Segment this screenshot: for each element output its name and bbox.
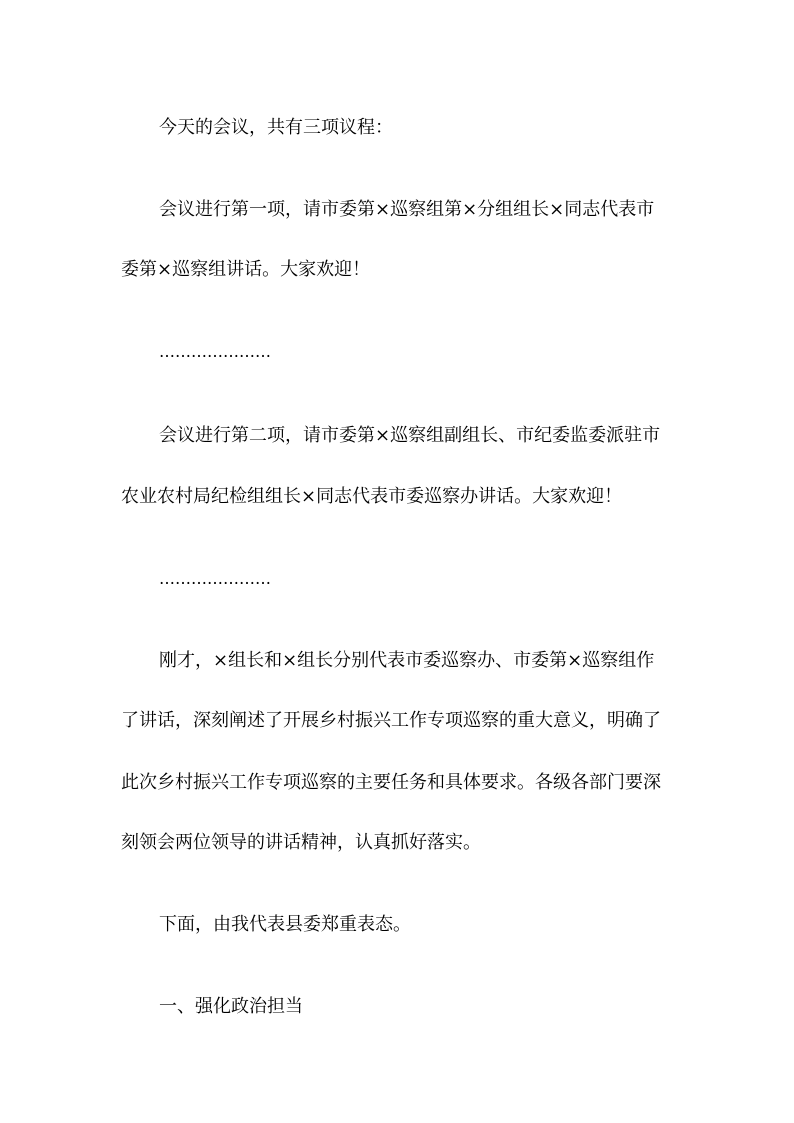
- ellipsis-separator-1: …………………: [159, 342, 271, 361]
- paragraph-statement-intro: 下面，由我代表县委郑重表态。: [159, 914, 411, 935]
- paragraph-summary-line1: 刚才，×组长和×组长分别代表市委巡察办、市委第×巡察组作: [159, 650, 655, 671]
- paragraph-item2-line1: 会议进行第二项，请市委第×巡察组副组长、市纪委监委派驻市: [159, 425, 661, 446]
- paragraph-item1-line1: 会议进行第一项，请市委第×巡察组第×分组组长×同志代表市: [159, 199, 655, 220]
- paragraph-summary-line2: 了讲话，深刻阐述了开展乡村振兴工作专项巡察的重大意义，明确了: [121, 710, 661, 731]
- paragraph-summary-line4: 刻领会两位领导的讲话精神，认真抓好落实。: [121, 832, 481, 853]
- ellipsis-separator-2: …………………: [159, 569, 271, 588]
- paragraph-agenda-intro: 今天的会议，共有三项议程：: [159, 117, 393, 138]
- paragraph-item2-line2: 农业农村局纪检组组长×同志代表市委巡察办讲话。大家欢迎！: [121, 486, 623, 507]
- paragraph-summary-line3: 此次乡村振兴工作专项巡察的主要任务和具体要求。各级各部门要深: [121, 772, 661, 793]
- section-heading-1: 一、强化政治担当: [159, 996, 303, 1017]
- paragraph-item1-line2: 委第×巡察组讲话。大家欢迎！: [121, 259, 371, 280]
